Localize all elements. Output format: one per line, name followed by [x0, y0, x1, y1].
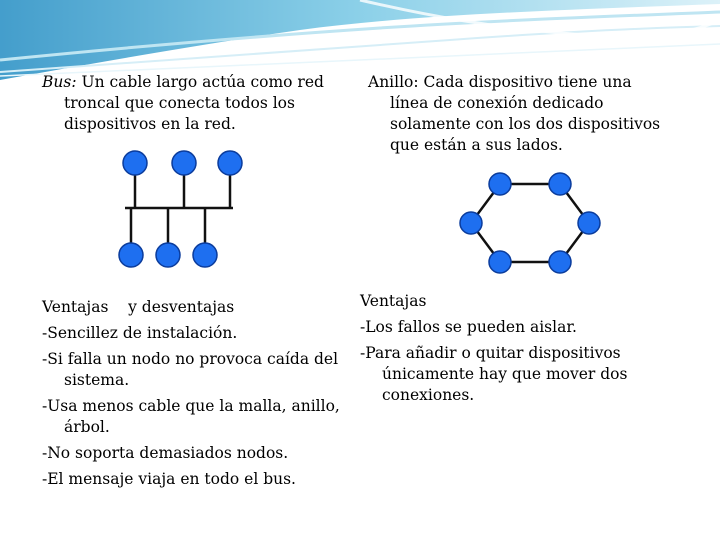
- ring-node: [489, 251, 511, 273]
- bus-pros-cons: [42, 297, 347, 490]
- bus-topology-diagram: [108, 144, 258, 274]
- ring-node: [578, 212, 600, 234]
- bus-description-text: Un cable largo actúa como red troncal que conecta todos los dispositivos en la red.: [64, 73, 324, 133]
- bus-pros-cons-item: -El mensaje viaja en todo el bus.: [42, 470, 296, 488]
- ring-pros-item: -Para añadir o quitar dispositivos únicamente hay que mover dos conexiones.: [360, 344, 628, 404]
- ring-node: [549, 173, 571, 195]
- bus-node: [156, 243, 180, 267]
- ring-description: [368, 72, 668, 156]
- bus-pros-cons-item: -No soporta demasiados nodos.: [42, 444, 289, 462]
- bus-description: [42, 72, 332, 135]
- bus-node: [119, 243, 143, 267]
- ring-connection-line: [471, 184, 589, 262]
- ring-node: [489, 173, 511, 195]
- ring-pros: [360, 291, 660, 406]
- ring-pros-item: -Los fallos se pueden aislar.: [360, 318, 577, 336]
- ring-topology-diagram: [455, 168, 605, 278]
- bus-pros-cons-item: -Sencillez de instalación.: [42, 324, 238, 342]
- ring-node: [460, 212, 482, 234]
- bus-node: [172, 151, 196, 175]
- bus-pros-cons-item: -Usa menos cable que la malla, anillo, árbol.: [42, 397, 340, 436]
- bus-pros-cons-heading: Ventajas y desventajas: [42, 298, 235, 316]
- ring-node: [549, 251, 571, 273]
- bus-pros-cons-item: -Si falla un nodo no provoca caída del sistema.: [42, 350, 339, 389]
- bus-label: Bus:: [42, 73, 77, 91]
- ring-description-text: Anillo: Cada dispositivo tiene una línea de conexión dedicado solamente con los dos dispositivos que están a sus lados.: [368, 73, 661, 154]
- ring-pros-heading: Ventajas: [360, 292, 427, 310]
- bus-node: [193, 243, 217, 267]
- bus-node: [218, 151, 242, 175]
- bus-node: [123, 151, 147, 175]
